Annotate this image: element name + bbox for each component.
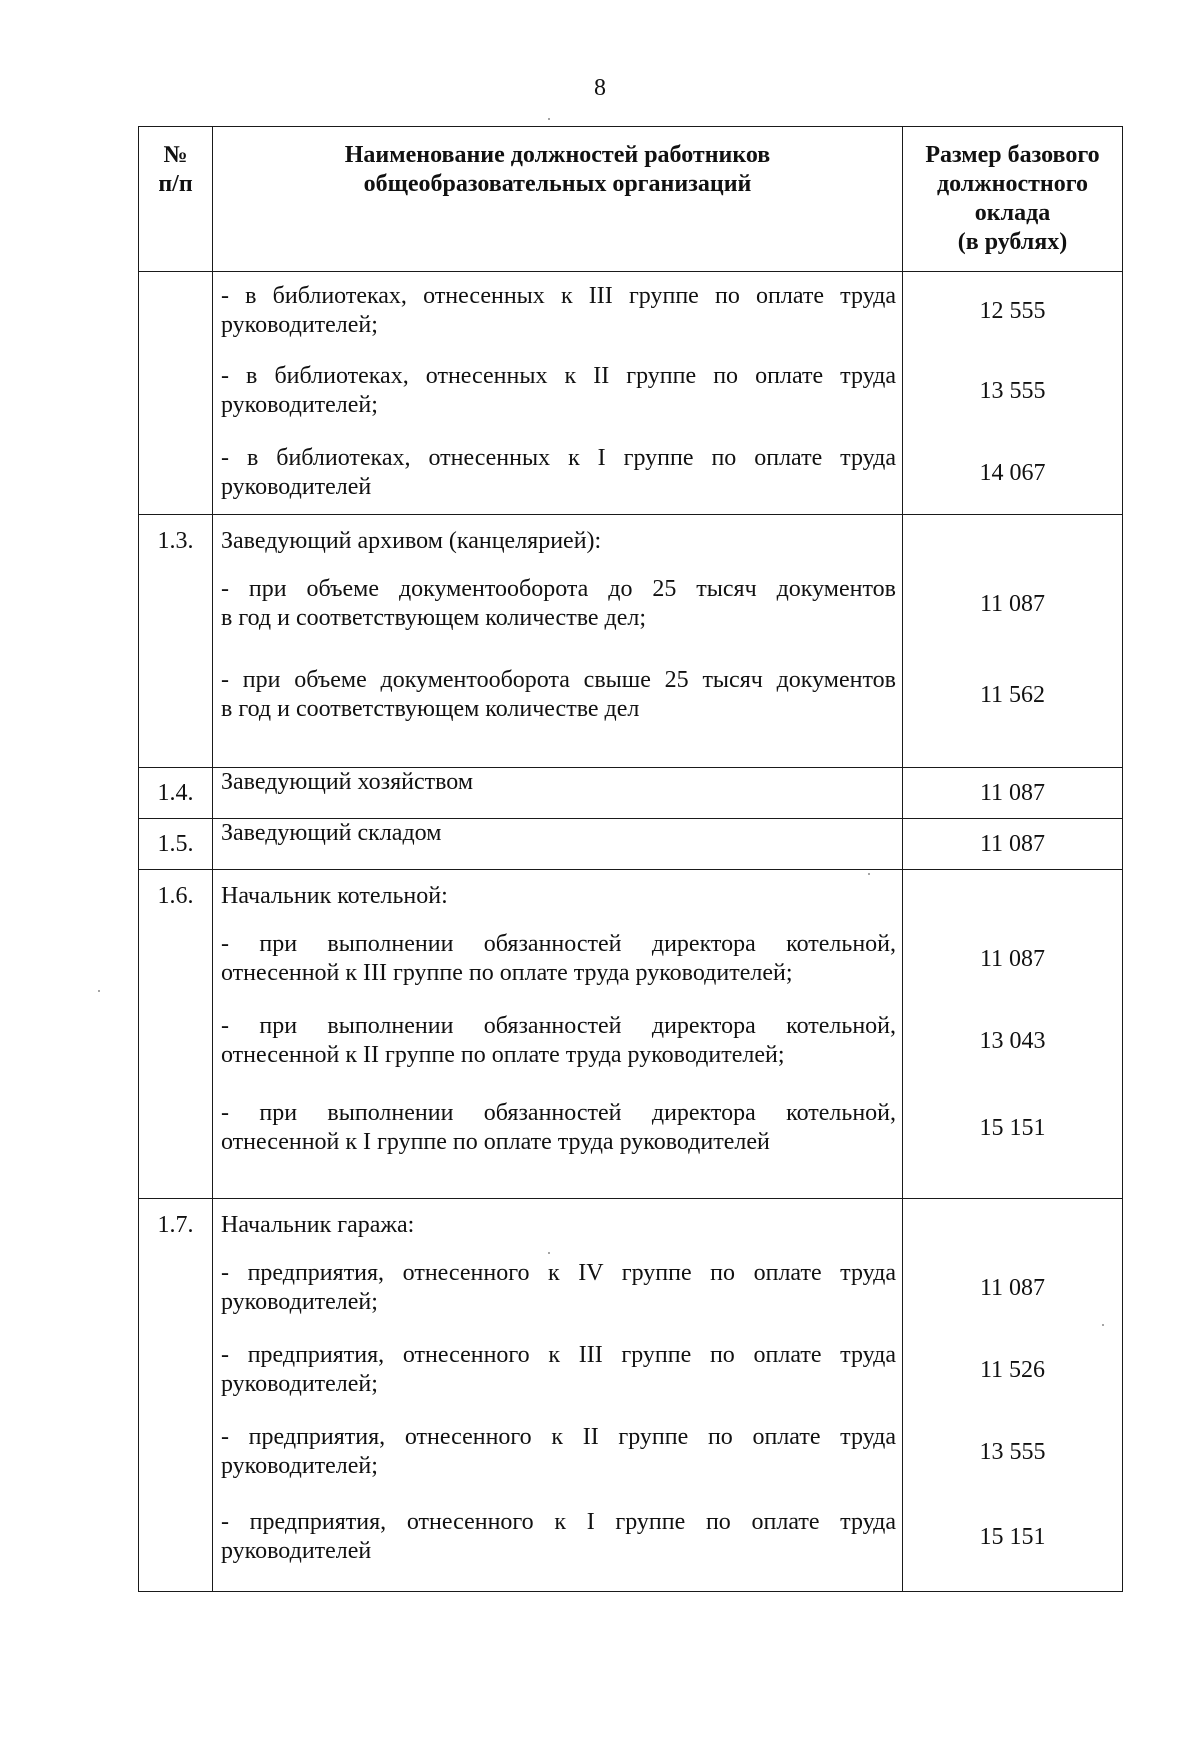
header-value-line: оклада [974,200,1051,226]
variant-text-line: отнесенной к I группе по оплате труда руководителей [221,1129,770,1155]
scan-speck [548,118,550,120]
position-title: Начальник гаража: [221,1212,415,1238]
variant-text-line: - при выполнении обязанностей директора котельной, [221,1100,896,1126]
variant-text-line: в год и соответствующем количестве дел [221,696,640,722]
variant-text-line: руководителей; [221,1289,378,1315]
variant-text-line: руководителей [221,1538,372,1564]
table-header-row [139,127,1123,272]
row-number: 1.6. [139,870,213,1199]
salary-value: 13 555 [979,377,1046,404]
position-variant [213,1082,902,1174]
salary-value: 11 087 [979,945,1046,972]
position-title: Заведующий складом [213,819,903,870]
variant-text-line: руководителей; [221,1371,378,1397]
variant-text-line: - при объеме документооборота до 25 тысяч документов [221,576,896,602]
row-number: 1.3. [139,515,213,768]
position-variant [213,432,902,514]
salary-value: 11 087 [979,590,1046,617]
header-position-name [213,127,903,272]
variant-text-line: отнесенной к II группе по оплате труда руководителей; [221,1042,785,1068]
salary-cell [903,272,1123,515]
scan-speck [1102,1324,1104,1326]
variant-text-line: - при выполнении обязанностей директора котельной, [221,931,896,957]
header-value-line: должностного [936,171,1089,197]
variant-text-line: - в библиотеках, отнесенных к I группе по оплате труда [221,445,896,471]
scan-speck [98,990,100,992]
salary-value: 11 526 [979,1356,1046,1383]
variant-text-line: руководителей; [221,392,378,418]
salary-value: 11 087 [979,1274,1046,1301]
position-variant [213,918,902,1000]
position-cell [213,1199,903,1592]
header-number-line: п/п [158,171,193,197]
salary-value: 12 555 [979,297,1046,324]
salary-value: 15 151 [979,1523,1046,1550]
position-variant [213,1247,902,1329]
header-name-line: Наименование должностей работников [344,142,771,168]
salary-cell [903,870,1123,1199]
table-row [139,1199,1123,1592]
variant-text-line: - при объеме документооборота свыше 25 тысяч документов [221,667,896,693]
salary-value: 13 555 [979,1438,1046,1465]
position-variant [213,645,902,745]
table-row [139,819,1123,870]
variant-text-line: - предприятия, отнесенного к I группе по оплате труда [221,1509,896,1535]
variant-text-line: руководителей [221,474,372,500]
position-title: Начальник котельной: [221,883,448,909]
table-body [139,272,1123,1592]
position-cell [213,515,903,768]
salary-value: 13 043 [979,1027,1046,1054]
position-variant [213,1000,902,1082]
variant-text-line: руководителей; [221,312,378,338]
table-row [139,768,1123,819]
row-number: 1.5. [139,819,213,870]
salary-cell [903,515,1123,768]
position-cell [213,272,903,515]
position-title: Заведующий хозяйством [213,768,903,819]
scan-speck [548,1252,550,1254]
row-number: 1.7. [139,1199,213,1592]
variant-text-line: - предприятия, отнесенного к III группе по оплате труда [221,1342,896,1368]
header-value-line: Размер базового [925,142,1100,168]
position-variant [213,1493,902,1581]
position-variant [213,1411,902,1493]
header-value-line: (в рублях) [957,229,1068,255]
position-variant [213,1329,902,1411]
salary-value: 15 151 [979,1114,1046,1141]
header-number [139,127,213,272]
position-variant [213,563,902,645]
row-number: 1.4. [139,768,213,819]
variant-text-line: - при выполнении обязанностей директора котельной, [221,1013,896,1039]
variant-text-line: - предприятия, отнесенного к II группе по оплате труда [221,1424,896,1450]
variant-text-line: руководителей; [221,1453,378,1479]
salary-value: 14 067 [979,459,1046,486]
salary-cell [903,1199,1123,1592]
salary-value: 11 562 [979,681,1046,708]
scan-speck [868,873,870,875]
page-number: 8 [594,75,606,101]
position-cell [213,870,903,1199]
variant-text-line: - предприятия, отнесенного к IV группе по оплате труда [221,1260,896,1286]
salary-value: 11 087 [903,819,1123,870]
table-row [139,870,1123,1199]
position-variant [213,350,902,432]
variant-text-line: - в библиотеках, отнесенных к II группе по оплате труда [221,363,896,389]
row-number [139,272,213,515]
salary-table [138,126,1123,1592]
table-row [139,272,1123,515]
header-number-line: № [163,142,188,168]
variant-text-line: - в библиотеках, отнесенных к III группе по оплате труда [221,283,896,309]
variant-text-line: в год и соответствующем количестве дел; [221,605,647,631]
table-row [139,515,1123,768]
variant-text-line: отнесенной к III группе по оплате труда руководителей; [221,960,793,986]
salary-value: 11 087 [903,768,1123,819]
position-title: Заведующий архивом (канцелярией): [221,528,602,554]
header-name-line: общеобразовательных организаций [363,171,752,197]
header-base-salary [903,127,1123,272]
position-variant [213,272,902,350]
